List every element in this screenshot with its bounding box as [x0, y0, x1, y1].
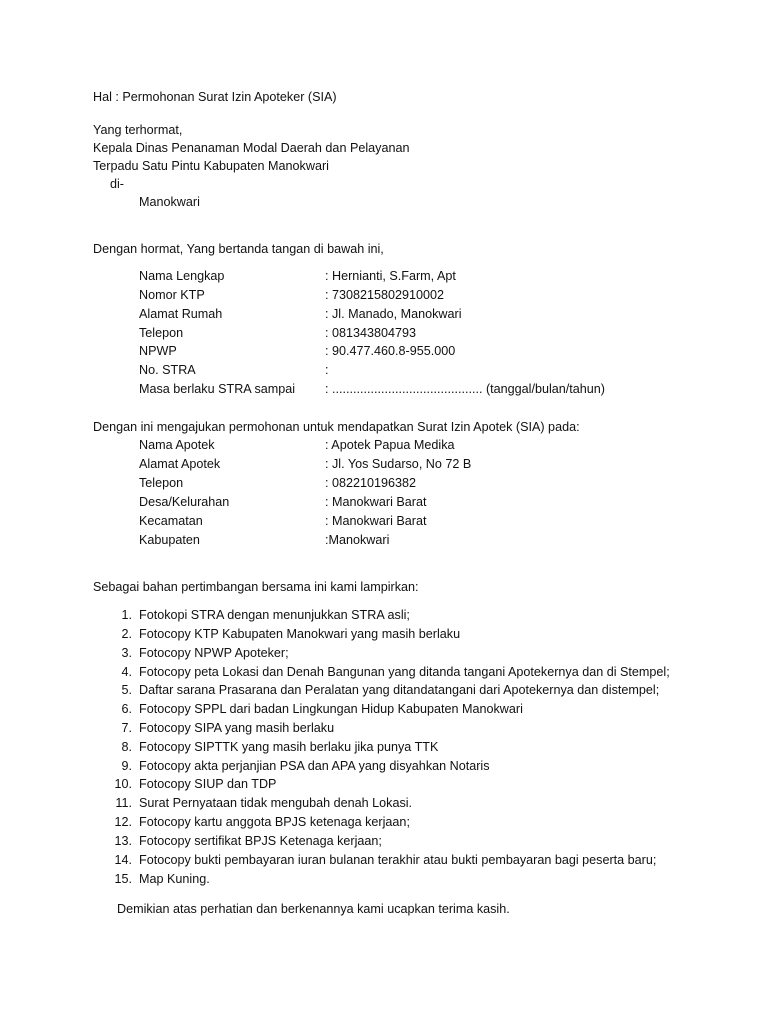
list-number: 12. [114, 815, 132, 829]
subject-line: Hal : Permohonan Surat Izin Apoteker (SIA) [93, 90, 337, 104]
field-value: : Apotek Papua Medika [325, 438, 455, 452]
field-label: Nomor KTP [139, 288, 205, 302]
field-label: Alamat Rumah [139, 307, 223, 321]
field-label: Kabupaten [139, 533, 200, 547]
field-value: : 081343804793 [325, 326, 417, 340]
field-value: : Hernianti, S.Farm, Apt [325, 269, 456, 283]
recipient-line-2: Terpadu Satu Pintu Kabupaten Manokwari [93, 159, 329, 173]
closing-line: Demikian atas perhatian dan berkenannya kami ucapkan terima kasih. [117, 902, 510, 916]
list-text: Fotocopy SIPA yang masih berlaku [139, 721, 335, 735]
field-value: : 082210196382 [325, 476, 417, 490]
request-intro-line: Dengan ini mengajukan permohonan untuk mendapatkan Surat Izin Apotek (SIA) pada: [93, 420, 580, 434]
field-value: :Manokwari [325, 533, 390, 547]
list-text: Fotocopy SIUP dan TDP [139, 777, 277, 791]
field-label: Nama Apotek [139, 438, 215, 452]
field-label: Kecamatan [139, 514, 203, 528]
list-text: Map Kuning. [139, 872, 210, 886]
field-value: : Manokwari Barat [325, 495, 427, 509]
list-number: 11. [115, 796, 132, 810]
list-number: 2. [121, 627, 132, 641]
field-label: Masa berlaku STRA sampai [139, 382, 296, 396]
list-number: 3. [121, 646, 132, 660]
list-number: 14. [114, 853, 132, 867]
field-label: Alamat Apotek [139, 457, 221, 471]
field-label: No. STRA [139, 363, 196, 377]
field-label: Desa/Kelurahan [139, 495, 230, 509]
list-number: 10. [114, 777, 132, 791]
field-label: Nama Lengkap [139, 269, 225, 283]
intro-line: Dengan hormat, Yang bertanda tangan di bawah ini, [93, 242, 384, 256]
list-number: 8. [121, 740, 132, 754]
attachments-intro-line: Sebagai bahan pertimbangan bersama ini kami lampirkan: [93, 580, 419, 594]
list-number: 4. [121, 665, 132, 679]
list-text: Fotocopy NPWP Apoteker; [139, 646, 289, 660]
list-number: 7. [121, 721, 132, 735]
field-value: : Jl. Manado, Manokwari [325, 307, 462, 321]
recipient-city: Manokwari [139, 195, 200, 209]
list-text: Fotocopy SIPTTK yang masih berlaku jika punya TTK [139, 740, 439, 754]
list-text: Surat Pernyataan tidak mengubah denah Lokasi. [139, 796, 413, 810]
list-text: Fotocopy peta Lokasi dan Denah Bangunan yang ditanda tangani Apotekernya dan di Stempel; [139, 665, 670, 679]
field-value: : 90.477.460.8-955.000 [325, 344, 456, 358]
field-value: : [325, 363, 329, 377]
list-text: Fotocopy akta perjanjian PSA dan APA yang disyahkan Notaris [139, 759, 490, 773]
field-value: : ........................................... (tanggal/bulan/tahun) [325, 382, 605, 396]
recipient-line-1: Kepala Dinas Penanaman Modal Daerah dan Pelayanan [93, 141, 410, 155]
list-text: Fotocopy kartu anggota BPJS ketenaga kerjaan; [139, 815, 410, 829]
list-number: 13. [114, 834, 132, 848]
field-value: : Jl. Yos Sudarso, No 72 B [325, 457, 472, 471]
list-number: 9. [121, 759, 132, 773]
list-text: Fotocopy KTP Kabupaten Manokwari yang masih berlaku [139, 627, 461, 641]
list-text: Fotocopy SPPL dari badan Lingkungan Hidup Kabupaten Manokwari [139, 702, 523, 716]
list-text: Fotokopi STRA dengan menunjukkan STRA asli; [139, 608, 410, 622]
list-number: 6. [121, 702, 132, 716]
list-number: 15. [114, 872, 132, 886]
list-number: 1. [121, 608, 132, 622]
list-text: Daftar sarana Prasarana dan Peralatan yang ditandatangani dari Apotekernya dan distempel; [139, 683, 660, 697]
list-text: Fotocopy sertifikat BPJS Ketenaga kerjaan; [139, 834, 382, 848]
recipient-greeting: Yang terhormat, [93, 123, 183, 137]
field-value: : Manokwari Barat [325, 514, 427, 528]
field-label: NPWP [139, 344, 177, 358]
list-text: Fotocopy bukti pembayaran iuran bulanan terakhir atau bukti pembayaran bagi peserta baru; [139, 853, 657, 867]
field-value: : 7308215802910002 [325, 288, 445, 302]
list-number: 5. [121, 683, 132, 697]
field-label: Telepon [139, 476, 184, 490]
field-label: Telepon [139, 326, 184, 340]
recipient-di: di- [110, 177, 124, 191]
